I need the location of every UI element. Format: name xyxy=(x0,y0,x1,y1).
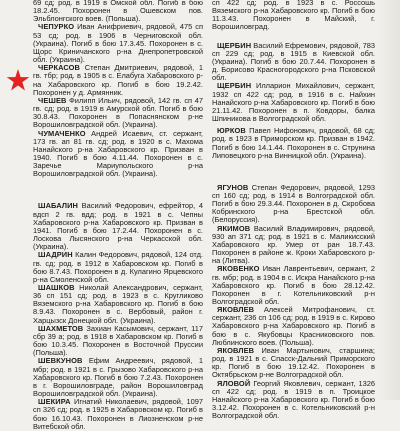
entry-surname: ЯКОВЕНКО xyxy=(217,264,260,274)
memorial-entry xyxy=(212,184,375,225)
memorial-entry xyxy=(212,42,375,83)
entry-text: Василий Владимирович, рядовой, 930 ап 371 сд; род. в 1921 в с. Маликисский Хабаровского кр. Умер от ран 18.7.43. Похоронен в районе ж. Кроки Хабаровского р-на (Литва). xyxy=(212,223,375,266)
entry-surname: ЯКОВЛЕВ xyxy=(217,305,255,315)
memorial-entry xyxy=(212,127,375,160)
entry-text: Василий Федорович, ефрейтор, 4 вдсп 2 гв. вдд; род. в 1921 в с. Чепны Хабаровского р-на Хабаровского кр. Призван в 1941. Погиб в бою 17.2.44. Похоронен в с. Лоскова Лысянского р-на Черкасской обл. (Украина). xyxy=(33,201,203,252)
memorial-entry xyxy=(212,82,375,123)
left-column xyxy=(33,0,203,431)
entry-surname: ЯКИМОВ xyxy=(217,223,251,233)
entry-text: 69 сд; род. в 1919 в Омской обл. Погиб в бою 18.2.45. Похоронен в Ошевском пов. Эльблонгского воев. (Польша). xyxy=(33,0,203,24)
entry-text: Георгий Яковлевич, сержант, 1326 сп 422 сд; род. в 1919 в п. Троицкое Нанайского р-на Хабаровского кр. Погиб в бою 3.12.42. Похоронен в с. Котельниковский р-н Волгоградской обл. xyxy=(212,378,375,421)
memorial-entry xyxy=(33,64,203,97)
entry-surname: ЧЕПУРКО xyxy=(38,22,75,32)
entry-surname: ЧЕШЕВ xyxy=(38,95,67,105)
entry-surname: ЯЛОВОЙ xyxy=(217,378,251,388)
entry-text: Филипп Ильич, рядовой, 142 гв. сп 47 гв. сд; род. в 1919 в Амурской обл. Погиб в бою 30.8.43. Похоронен в Попаснянском р-не Ворошиловградской обл. (Украина). xyxy=(33,95,203,130)
right-column xyxy=(212,0,375,420)
entry-surname: ЩЕРБИН xyxy=(217,81,252,91)
entry-text: Павел Нифонович, рядовой, 68 сд; род. в 1923 в Приморском кр. Призван в 1942. Погиб в бою 14.1.44. Похоронен в с. Струнина Липовецкого р-на Винницкой обл. (Украина). xyxy=(212,126,375,160)
memorial-entry xyxy=(33,97,203,130)
entry-surname: ШЕКИРА xyxy=(38,397,71,407)
entry-gap xyxy=(212,160,375,184)
memorial-entry xyxy=(33,202,203,251)
memorial-entry xyxy=(212,347,375,380)
entry-surname: ЮРКОВ xyxy=(217,126,246,136)
entry-surname: ЯГУНОВ xyxy=(217,182,249,192)
entry-text: Ефим Андреевич, рядовой, 1 мбр; род. в 1921 в с. Грызово Хабаровского р-на Хабаровского кр. Погиб в бою 7.2.43. Похоронен в г. Ворошиловграде, район Ворошиловград Ворошиловградской обл. (Украина). xyxy=(33,356,203,399)
entry-surname: ШАШКОВ xyxy=(38,283,75,292)
entry-text: Захиан Касымович, сержант, 117 сбр 39 а; род. в 1918 в Хабаровском кр. Погиб в бою 10.3.45. Похоронен в Восточной Пруссии (Польша). xyxy=(33,323,203,358)
memorial-entry xyxy=(33,130,203,179)
memorial-entry xyxy=(33,23,203,64)
entry-text: Илларион Михайлович, сержант, 1932 сп 422 сд; род. в 1916 в с. Найхин Нанайского р-на Хабаровского кр. Погиб в бою 21.11.42. Похоронен в п. Ковдоры, балка Шпиникова в Волгоградской обл. xyxy=(212,81,375,124)
memorial-entry xyxy=(33,251,203,284)
entry-surname: ШАБАЛИН xyxy=(38,201,79,211)
entry-surname: ЧУМАЧЕНКО xyxy=(38,128,86,138)
entry-text: сп 422 сд; род. в 1923 в с. Россошь Вяземского р-на Хабаровского кр. Погиб в бою 11.3.43. Похоронен в Майский, г. Ворошиловград. xyxy=(212,0,375,32)
entry-text: Калин Федорович, рядовой, 124 отд. гв. сд; род. в 1912 в Хабаровском кр. Погиб в бою 8.7.43. Похоронен в д. Кулагино Ярцевского р-на Смоленской обл. xyxy=(33,250,203,284)
memorial-entry xyxy=(33,398,203,431)
memorial-entry xyxy=(212,225,375,266)
red-star-icon xyxy=(6,68,30,92)
entry-continuation xyxy=(212,0,375,32)
entry-text: Иван Лаврентьевич, сержант, 2 гв. мбр; род. в 1904 в с. Искра Нанайского р-на Хабаровского кр. Погиб в бою 28.12.42. Похоронен в г. Котельниковский р-н Волгоградской обл. xyxy=(212,264,375,306)
memorial-entry xyxy=(33,284,203,325)
entry-continuation xyxy=(33,0,203,23)
entry-text: Степан Дмитриевич, рядовой, 1 гв. тбр; род. в 1905 в с. Елабуга Хабаровского р-на Хабаровского кр. Погиб в бою 19.2.42. Похоронен у д. Армянник. xyxy=(33,63,203,97)
entry-surname: ЧЕРКАСОВ xyxy=(38,63,81,73)
entry-text: Иван Мартынович, старшина; род. в 1921 в с. Спасск-Дальний Приморского кр. Погиб в бою 19.12.42. Похоронен в Октябрьском р-не Волгоградской обл. xyxy=(212,345,375,380)
page-edge-watermark xyxy=(378,0,400,400)
entry-text: Андрей Исаевич, ст. сержант, 173 гв. ап 81 гв. сд; род. в 1920 в с. Махома Нанайского р-на Хабаровского кр. Призван в 1940. Погиб в бою 4.11.44. Похоронен в с. Заречье Мариупольского р-на Ворошиловградской обл. (Украина). xyxy=(33,128,203,179)
entry-text: Василий Ефремович, рядовой, 783 сп 229 сд; род. в 1915 в Киевской обл. (Украина). Погиб в бою 20.7.44. Похоронен в д. Борисово Красногородского р-на Псковской обл. xyxy=(212,40,375,83)
entry-text: Алексей Митрофанович, ст. сержант, 236 сп 106 сд; род. в 1919 в с. Кирово Хабаровского р-на Хабаровского кр. Погиб в бою в с. Якубовцы Красниковского пов. Люблинского воев. (Польша). xyxy=(212,305,375,347)
entry-surname: ШЕВКУНОВ xyxy=(38,356,83,366)
entry-text: Николай Александрович, сержант, 36 сп 151 сд; род. в 1923 в с. Кругликово Вяземского р-на Хабаровского кр. Погиб в бою 8.9.43. Похоронен в с. Вербовый, район г. Харцызск Донецкой обл. (Украина). xyxy=(33,283,203,325)
memorial-entry xyxy=(33,325,203,358)
entry-surname: ЩЕРБИН xyxy=(217,40,252,50)
entry-surname: ШАХМЕТОВ xyxy=(38,323,84,333)
entry-gap xyxy=(33,178,203,202)
entry-text: Игнатий Николаевич, рядовой, 1097 сп 326 сд; род. в 1925 в Хабаровском кр. Погиб в бою 16.10.43. Похоронен в Лиозненском р-не Витебской обл. xyxy=(33,397,203,431)
entry-text: Степан Федорович, рядовой, 1293 сп 160 сд; род. в 1914 в Волгоградской обл. Погиб в бою 29.3.44. Похоронен в д. Скробова Кобринского р-на Брестской обл. (Белоруссия). xyxy=(212,182,375,225)
memorial-entry xyxy=(33,357,203,398)
memorial-entry xyxy=(212,306,375,347)
entry-surname: ШАДРИН xyxy=(38,250,73,260)
entry-surname: ЯКОВЛЕВ xyxy=(217,345,255,355)
memorial-entry xyxy=(212,380,375,421)
memorial-entry xyxy=(212,265,375,306)
entry-text: Иван Анифриевич, рядовой, 475 сп 53 сд; род. в 1906 в Черниговской обл. (Украина). Погиб в бою 17.3.45. Похоронен в с. Щорс Криничанского р-на Днепропетровской обл. (Украина). xyxy=(33,22,203,65)
